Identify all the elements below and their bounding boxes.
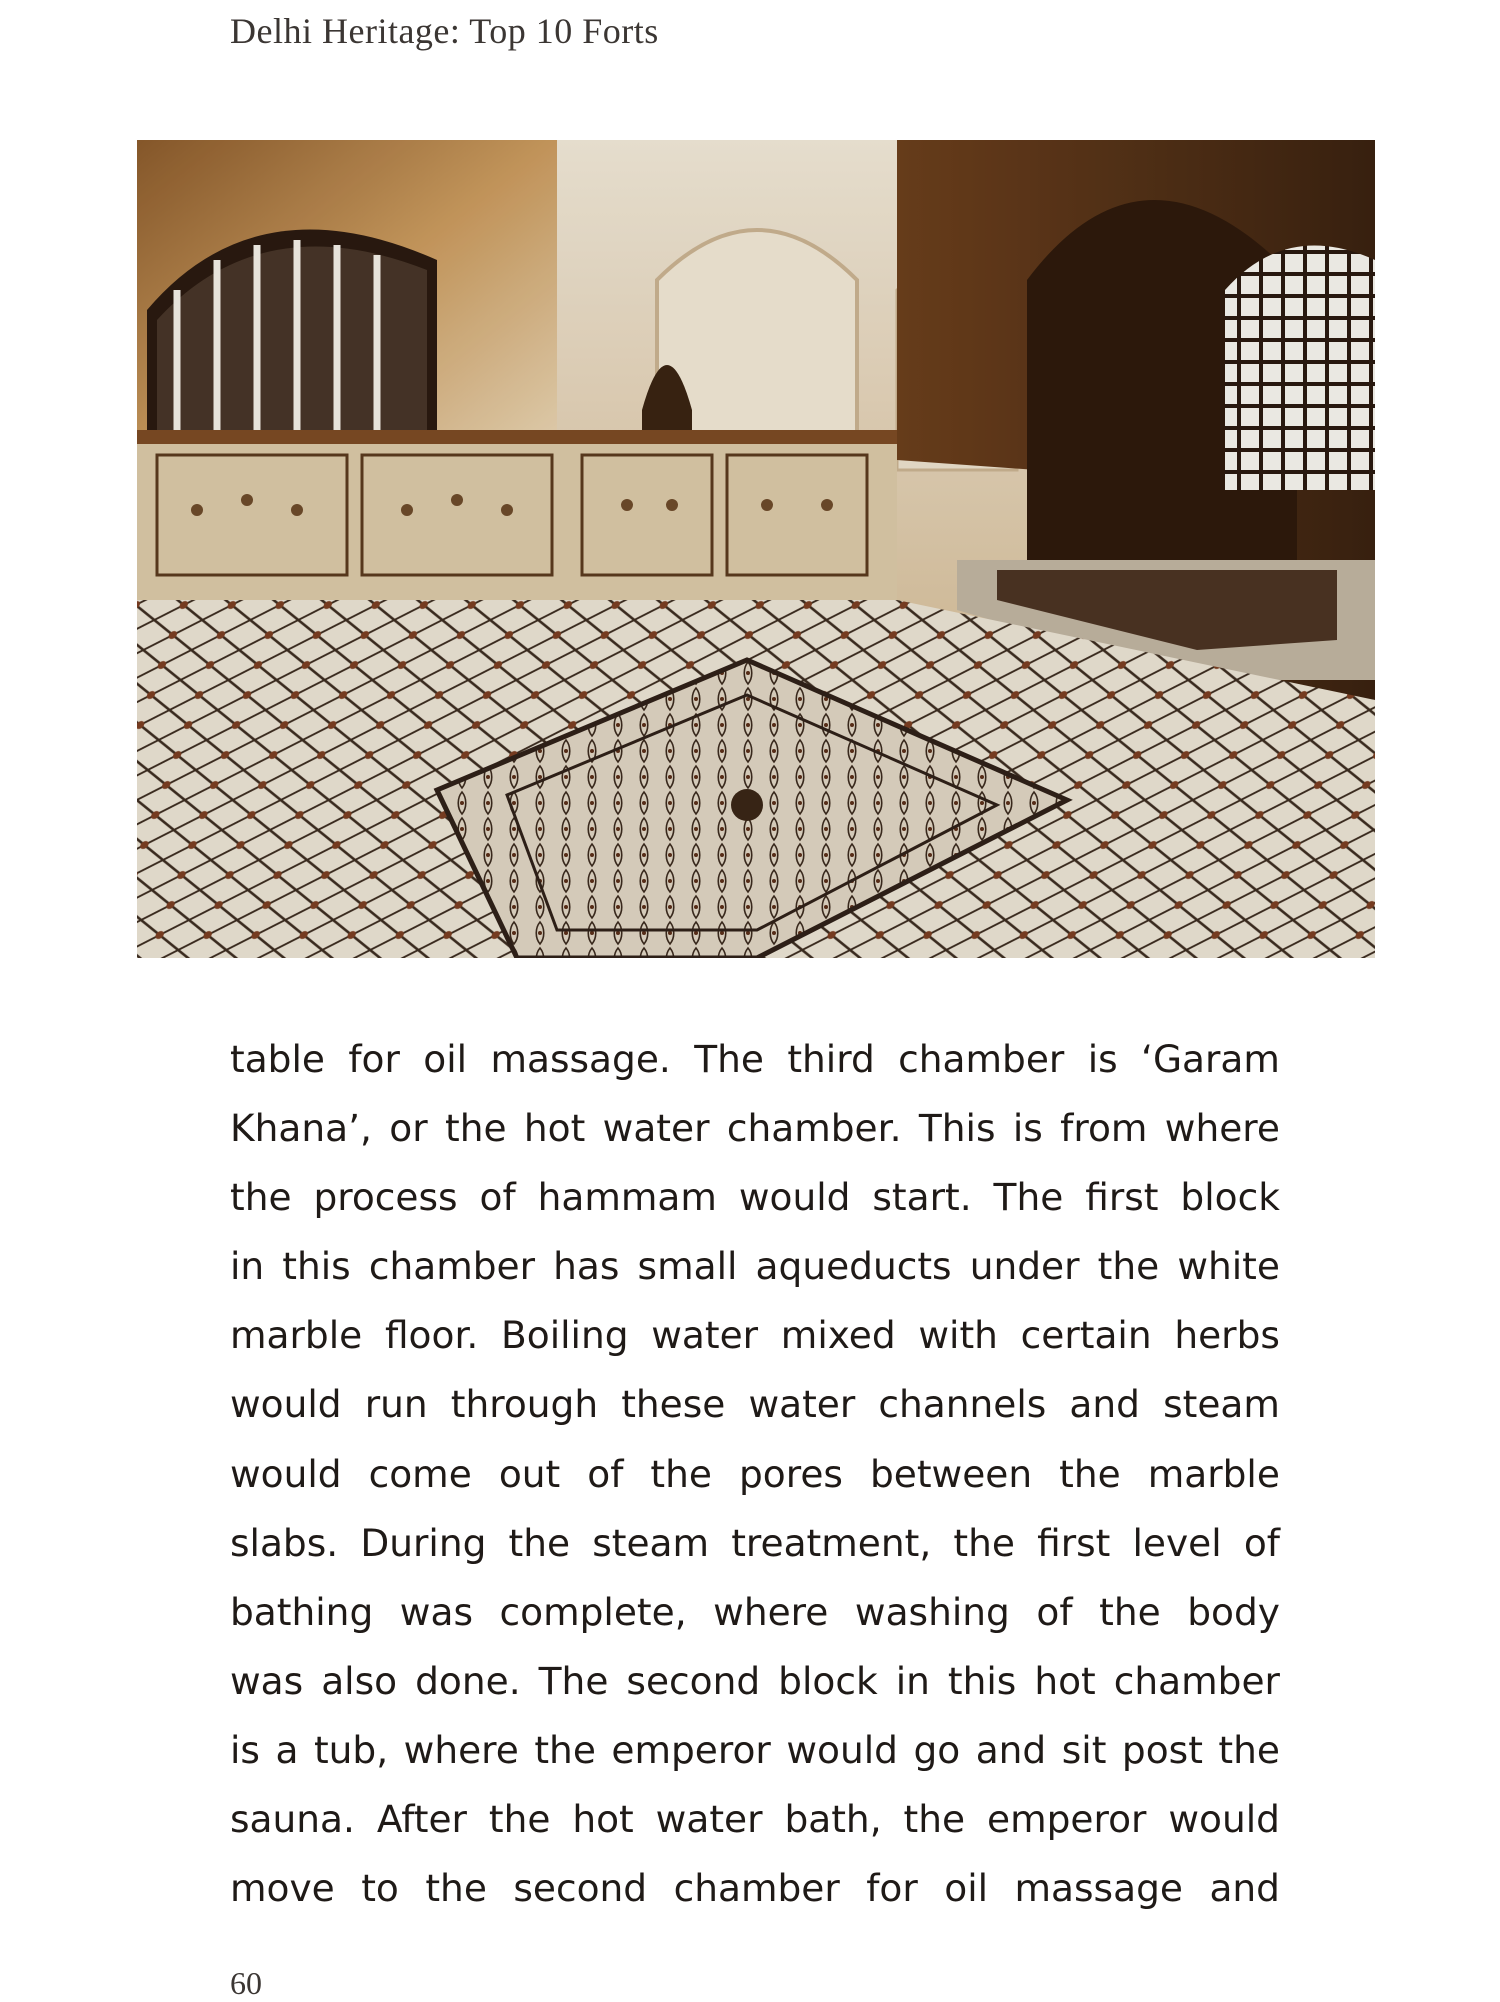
body-word: the bbox=[1097, 1244, 1160, 1289]
page-number: 60 bbox=[230, 1965, 262, 2001]
body-word: has bbox=[553, 1244, 620, 1289]
body-word: water bbox=[655, 1797, 763, 1842]
body-word: would bbox=[230, 1451, 342, 1496]
body-word: go bbox=[913, 1727, 961, 1772]
body-word: pores bbox=[738, 1451, 843, 1496]
body-word: the bbox=[1059, 1451, 1121, 1496]
body-word: marble bbox=[1147, 1451, 1280, 1496]
body-word: small bbox=[637, 1244, 738, 1289]
body-word: chamber. bbox=[726, 1106, 902, 1151]
body-word: this bbox=[282, 1244, 351, 1289]
body-word: the bbox=[445, 1106, 507, 1151]
body-line bbox=[230, 1716, 1280, 1785]
running-head: Delhi Heritage: Top 10 Forts bbox=[230, 11, 659, 51]
body-word: is bbox=[1087, 1037, 1118, 1081]
body-line bbox=[230, 1647, 1280, 1716]
body-word: would bbox=[1168, 1797, 1280, 1842]
body-word: After bbox=[376, 1797, 467, 1842]
body-word: the bbox=[488, 1797, 551, 1842]
body-word: massage bbox=[1014, 1866, 1183, 1911]
body-word: block bbox=[778, 1658, 878, 1703]
body-word: sauna. bbox=[230, 1797, 355, 1842]
body-word: second bbox=[513, 1866, 648, 1911]
body-line bbox=[230, 1163, 1280, 1232]
body-word: of bbox=[1036, 1589, 1073, 1634]
body-line bbox=[230, 1785, 1280, 1854]
body-word: with bbox=[918, 1313, 998, 1358]
body-word: hot bbox=[572, 1797, 634, 1842]
body-word: this bbox=[947, 1658, 1017, 1703]
body-word: for bbox=[866, 1866, 918, 1911]
body-word: also bbox=[321, 1658, 398, 1703]
body-word: from bbox=[1060, 1106, 1148, 1151]
body-word: of bbox=[587, 1451, 624, 1496]
body-word: During bbox=[360, 1520, 487, 1565]
body-line bbox=[230, 1854, 1280, 1923]
body-word: third bbox=[787, 1037, 875, 1081]
hammam-photo-illustration bbox=[137, 140, 1375, 958]
body-word: for bbox=[348, 1037, 400, 1081]
body-word: of bbox=[1243, 1520, 1280, 1565]
body-word: and bbox=[1209, 1866, 1280, 1911]
body-word: floor. bbox=[384, 1313, 479, 1358]
body-word: start. bbox=[872, 1175, 972, 1220]
body-word: chamber bbox=[898, 1037, 1065, 1081]
body-word: block bbox=[1180, 1175, 1280, 1220]
body-word: ‘Garam bbox=[1141, 1037, 1280, 1081]
body-word: massage. bbox=[490, 1037, 671, 1081]
body-line bbox=[230, 1301, 1280, 1370]
body-word: water bbox=[748, 1382, 856, 1427]
body-word: come bbox=[368, 1451, 472, 1496]
body-line bbox=[230, 1232, 1280, 1301]
body-word: This bbox=[918, 1106, 996, 1151]
body-word: complete, bbox=[499, 1589, 687, 1634]
body-word: between bbox=[869, 1451, 1033, 1496]
body-word: body bbox=[1187, 1589, 1280, 1634]
body-word: is bbox=[1012, 1106, 1043, 1151]
body-word: oil bbox=[423, 1037, 468, 1081]
body-word: out bbox=[498, 1451, 561, 1496]
body-word: chamber bbox=[1113, 1658, 1280, 1703]
body-word: table bbox=[230, 1037, 325, 1081]
body-word: slabs. bbox=[230, 1520, 339, 1565]
body-word: Khana’, bbox=[230, 1106, 372, 1151]
body-word: is bbox=[230, 1727, 260, 1772]
body-word: The bbox=[694, 1037, 764, 1081]
body-word: or bbox=[389, 1106, 428, 1151]
body-word: was bbox=[230, 1658, 304, 1703]
body-word: water bbox=[602, 1106, 710, 1151]
body-word: first bbox=[1037, 1520, 1111, 1565]
body-word: in bbox=[895, 1658, 930, 1703]
body-word: steam bbox=[1163, 1382, 1280, 1427]
body-word: these bbox=[621, 1382, 726, 1427]
body-word: post bbox=[1121, 1727, 1203, 1772]
body-word: channels bbox=[878, 1382, 1047, 1427]
body-word: level bbox=[1132, 1520, 1222, 1565]
body-word: the bbox=[1099, 1589, 1161, 1634]
body-word: bath, bbox=[784, 1797, 882, 1842]
body-word: process bbox=[313, 1175, 458, 1220]
body-word: the bbox=[425, 1866, 487, 1911]
body-word: under bbox=[969, 1244, 1080, 1289]
body-word: steam bbox=[592, 1520, 710, 1565]
body-word: emperor bbox=[987, 1797, 1147, 1842]
body-word: hot bbox=[1034, 1658, 1096, 1703]
body-word: second bbox=[626, 1658, 761, 1703]
body-word: aqueducts bbox=[755, 1244, 952, 1289]
body-word: washing bbox=[854, 1589, 1010, 1634]
body-word: where bbox=[1164, 1106, 1280, 1151]
body-word: tub, bbox=[313, 1727, 389, 1772]
body-line bbox=[230, 1025, 1280, 1094]
body-word: was bbox=[399, 1589, 473, 1634]
body-word: through bbox=[450, 1382, 599, 1427]
body-word: in bbox=[230, 1244, 265, 1289]
body-word: the bbox=[1218, 1727, 1280, 1772]
body-word: sit bbox=[1061, 1727, 1107, 1772]
body-line bbox=[230, 1440, 1280, 1509]
body-word: bathing bbox=[230, 1589, 374, 1634]
body-line bbox=[230, 1094, 1280, 1163]
body-word: hammam bbox=[537, 1175, 717, 1220]
body-word: the bbox=[230, 1175, 292, 1220]
body-word: and bbox=[1069, 1382, 1140, 1427]
body-word: marble bbox=[230, 1313, 363, 1358]
body-word: and bbox=[975, 1727, 1047, 1772]
body-word: would bbox=[786, 1727, 898, 1772]
body-word: done. bbox=[415, 1658, 521, 1703]
body-word: the bbox=[650, 1451, 712, 1496]
body-word: chamber bbox=[368, 1244, 536, 1289]
body-word: would bbox=[738, 1175, 851, 1220]
body-text bbox=[230, 1025, 1280, 1923]
body-word: of bbox=[479, 1175, 516, 1220]
body-word: run bbox=[364, 1382, 428, 1427]
body-word: water bbox=[651, 1313, 759, 1358]
body-word: to bbox=[361, 1866, 399, 1911]
body-word: oil bbox=[944, 1866, 989, 1911]
body-word: herbs bbox=[1174, 1313, 1280, 1358]
body-word: first bbox=[1085, 1175, 1159, 1220]
body-word: a bbox=[275, 1727, 299, 1772]
body-word: the bbox=[903, 1797, 966, 1842]
body-word: where bbox=[403, 1727, 519, 1772]
body-word: The bbox=[538, 1658, 609, 1703]
body-word: chamber bbox=[673, 1866, 840, 1911]
body-line bbox=[230, 1578, 1280, 1647]
body-word: hot bbox=[523, 1106, 586, 1151]
body-line bbox=[230, 1509, 1280, 1578]
body-word: mixed bbox=[780, 1313, 896, 1358]
body-word: Boiling bbox=[501, 1313, 629, 1358]
body-word: the bbox=[953, 1520, 1015, 1565]
body-line bbox=[230, 1370, 1280, 1439]
body-word: white bbox=[1177, 1244, 1280, 1289]
body-word: the bbox=[508, 1520, 571, 1565]
body-word: would bbox=[230, 1382, 342, 1427]
body-word: emperor bbox=[611, 1727, 771, 1772]
body-word: The bbox=[993, 1175, 1064, 1220]
body-word: certain bbox=[1020, 1313, 1152, 1358]
hammam-photo bbox=[137, 140, 1375, 958]
body-word: the bbox=[534, 1727, 596, 1772]
body-word: move bbox=[230, 1866, 335, 1911]
body-word: where bbox=[713, 1589, 829, 1634]
body-word: treatment, bbox=[731, 1520, 932, 1565]
